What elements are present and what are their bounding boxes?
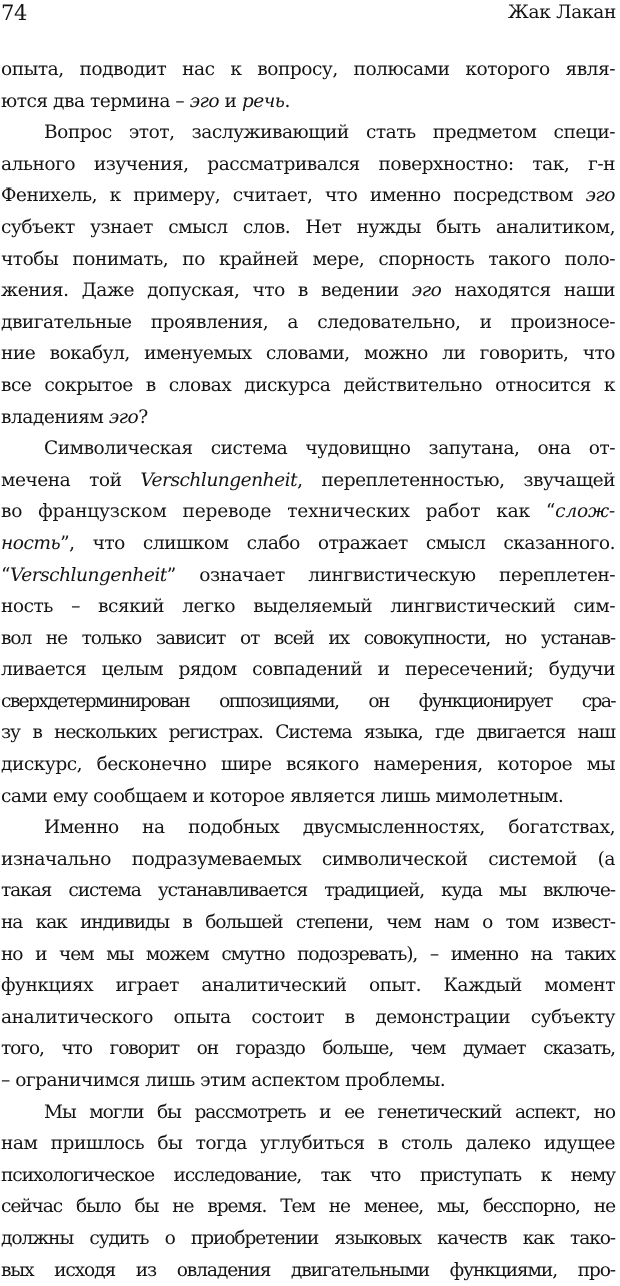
text-segment: ются два термина – xyxy=(1,90,190,112)
text-line xyxy=(1,1002,615,1034)
italic-term: слож- xyxy=(555,501,615,523)
text-line xyxy=(1,244,615,276)
text-line xyxy=(1,402,615,434)
text-line xyxy=(1,149,615,181)
text-segment: такая система устанавливается традицией, куда мы включе- xyxy=(1,880,615,902)
page-number: 74 xyxy=(1,1,28,25)
text-line xyxy=(1,623,615,655)
text-line xyxy=(1,939,615,971)
italic-term: эго xyxy=(189,90,220,112)
text-line xyxy=(1,307,615,339)
text-segment: вых исходя из овладения двигательными функциями, про- xyxy=(1,1259,615,1281)
italic-term: Verschlungenheit xyxy=(140,469,298,491)
text-line xyxy=(1,275,615,307)
text-segment: и xyxy=(219,90,242,112)
text-segment: все сокрытое в словах дискурса действительно относится к xyxy=(1,374,615,396)
text-segment: Именно на подобных двусмысленностях, богатствах, xyxy=(44,817,615,839)
italic-term: эго xyxy=(411,280,442,302)
text-segment: ”, что слишком слабо отражает смысл сказанного. xyxy=(60,532,615,554)
text-segment: . xyxy=(284,90,290,112)
text-segment: изначально подразумеваемых символической системой (а xyxy=(1,848,615,870)
text-line xyxy=(1,86,615,118)
text-segment: ние вокабул, именуемых словами, можно ли говорить, что xyxy=(1,343,615,365)
text-segment: ? xyxy=(138,406,148,428)
text-line xyxy=(1,1033,615,1065)
text-line xyxy=(1,1191,615,1223)
text-line xyxy=(1,496,615,528)
paragraph-first-line xyxy=(1,433,615,465)
text-line xyxy=(1,1255,615,1286)
text-segment: Символическая система чудовищно запутана, она от- xyxy=(44,438,615,460)
text-line xyxy=(1,338,615,370)
text-line xyxy=(1,560,615,592)
text-segment: двигательные проявления, а следовательно, и произносе- xyxy=(1,311,615,333)
text-segment: владениям xyxy=(1,406,109,428)
text-segment: опыта, подводит нас к вопросу, полюсами которого явля- xyxy=(1,59,615,80)
paragraph-first-line xyxy=(1,1097,615,1129)
text-line xyxy=(1,654,615,686)
text-segment: сами ему сообщаем и которое является лишь мимолетным. xyxy=(1,785,564,807)
running-head: Жак Лакан xyxy=(508,2,616,23)
text-segment: , переплетенностью, звучащей xyxy=(297,469,615,491)
text-segment: зу в нескольких регистрах. Система языка, где двигается наш xyxy=(1,722,615,744)
text-segment: сверхдетерминирован оппозициями, он функционирует сра- xyxy=(1,690,615,712)
text-line xyxy=(1,717,615,749)
text-segment: жения. Даже допуская, что в ведении xyxy=(1,280,412,302)
text-line xyxy=(1,875,615,907)
text-segment: функциях играет аналитический опыт. Каждый момент xyxy=(1,975,615,997)
text-line xyxy=(1,781,615,813)
italic-term: эго xyxy=(108,406,139,428)
page-header xyxy=(0,0,616,40)
italic-term: эго xyxy=(585,185,615,207)
paragraph-first-line xyxy=(1,812,615,844)
body-text xyxy=(1,54,615,1286)
text-segment: того, что говорит он гораздо больше, чем думает сказать, xyxy=(1,1038,615,1060)
italic-term: Verschlungenheit xyxy=(10,564,167,586)
text-line xyxy=(1,907,615,939)
text-segment: во французском переводе технических работ как “ xyxy=(1,501,556,523)
text-line xyxy=(1,212,615,244)
text-segment: субъект узнает смысл слов. Нет нужды быть аналитиком, xyxy=(1,216,615,238)
text-segment: на как индивиды в большей степени, чем нам о том извест- xyxy=(1,912,615,934)
text-line xyxy=(1,1065,615,1097)
text-line xyxy=(1,1223,615,1255)
text-segment: Фенихель, к примеру, считает, что именно посредством xyxy=(1,185,586,207)
text-segment: находятся наши xyxy=(441,280,616,302)
paragraph-first-line xyxy=(1,117,615,149)
text-line xyxy=(1,686,615,718)
text-segment: чтобы понимать, по крайней мере, спорность такого поло- xyxy=(1,248,615,270)
text-segment: сейчас было бы не время. Тем не менее, мы, бесспорно, не xyxy=(1,1196,615,1218)
text-segment: ” означает лингвистическую переплетен- xyxy=(166,564,615,586)
text-segment: дискурс, бесконечно шире всякого намерения, которое мы xyxy=(1,754,615,776)
text-line xyxy=(1,180,615,212)
text-line xyxy=(1,370,615,402)
text-segment: вол не только зависит от всей их совокупности, но устанав- xyxy=(1,627,615,649)
text-segment: – ограничимся лишь этим аспектом проблемы. xyxy=(1,1070,446,1091)
text-line xyxy=(1,528,615,560)
text-line xyxy=(1,749,615,781)
text-segment: Вопрос этот, заслуживающий стать предметом специ- xyxy=(44,122,615,144)
text-segment: “ xyxy=(1,564,11,586)
text-segment: ность – всякий легко выделяемый лингвистический сим- xyxy=(1,596,615,618)
text-segment: аналитического опыта состоит в демонстрации субъекту xyxy=(1,1006,615,1028)
text-segment: ального изучения, рассматривался поверхностно: так, г-н xyxy=(1,153,615,175)
text-segment: мечена той xyxy=(1,469,141,491)
text-segment: психологическое исследование, так что приступать к нему xyxy=(1,1164,615,1186)
text-line xyxy=(1,970,615,1002)
text-line xyxy=(1,54,615,86)
text-line xyxy=(1,465,615,497)
text-segment: нам пришлось бы тогда углубиться в столь далеко идущее xyxy=(1,1133,615,1155)
italic-term: речь xyxy=(241,90,285,112)
text-line xyxy=(1,1160,615,1192)
text-line xyxy=(1,591,615,623)
italic-term: ность xyxy=(1,532,61,554)
text-segment: но и чем мы можем смутно подозревать), – именно на таких xyxy=(1,943,615,965)
text-line xyxy=(1,1128,615,1160)
text-line xyxy=(1,844,615,876)
text-segment: должны судить о приобретении языковых качеств как тако- xyxy=(1,1227,615,1249)
text-segment: ливается целым рядом совпадений и пересечений; будучи xyxy=(1,659,615,681)
text-segment: Мы могли бы рассмотреть и ее генетический аспект, но xyxy=(44,1101,615,1123)
